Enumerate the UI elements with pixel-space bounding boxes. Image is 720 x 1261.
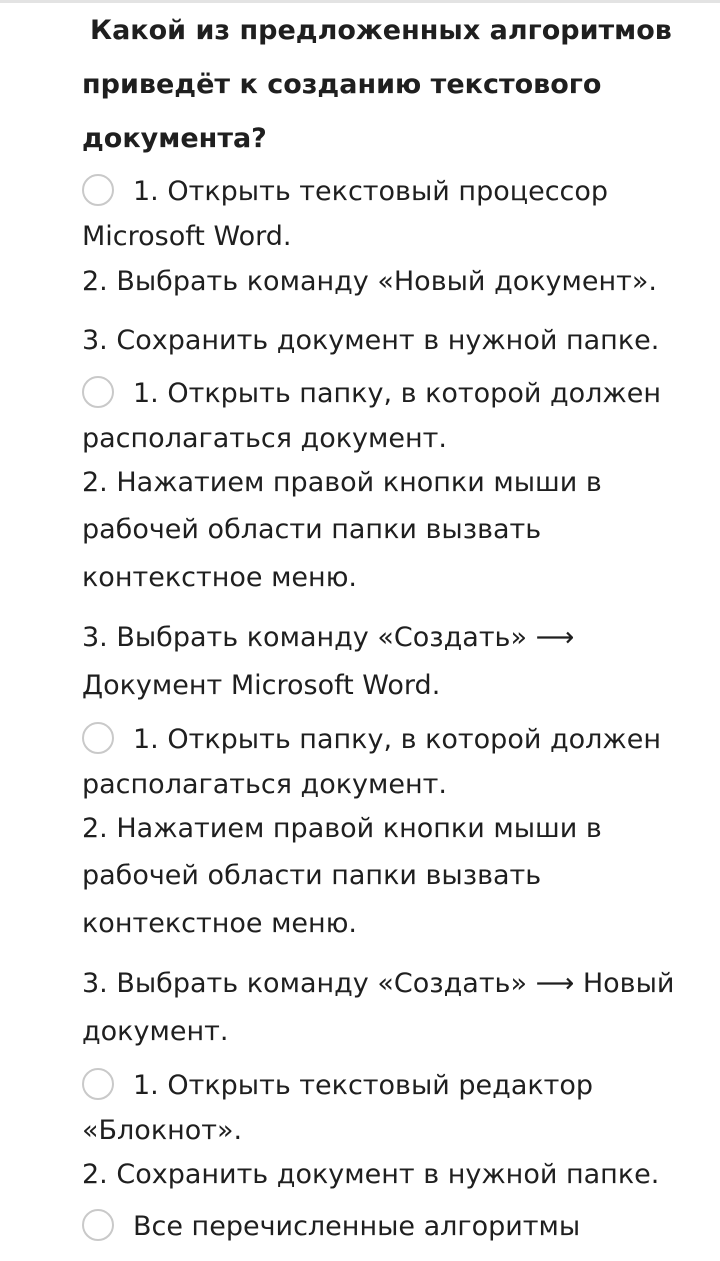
- option-1-line-4: 3. Сохранить документ в нужной папке.: [82, 325, 660, 356]
- option-1-line-3: 2. Выбрать команду «Новый документ».: [82, 266, 658, 297]
- option-3-line-2: располагаться документ.: [82, 769, 447, 800]
- option-4-line-3: 2. Сохранить документ в нужной папке.: [82, 1159, 660, 1190]
- option-2-line-2: располагаться документ.: [82, 423, 447, 454]
- radio-button-option-2[interactable]: [82, 376, 114, 408]
- question-text: [82, 4, 692, 166]
- radio-button-option-4[interactable]: [82, 1068, 114, 1100]
- option-5-line-1: Все перечисленные алгоритмы: [133, 1211, 581, 1242]
- question-line-1: Какой из предложенных алгоритмов: [90, 15, 672, 46]
- option-3-line-5: контекстное меню.: [82, 908, 358, 939]
- top-border: [0, 0, 720, 3]
- option-4-line-2: «Блокнот».: [82, 1115, 243, 1146]
- option-3-line-6: 3. Выбрать команду «Создать» ⟶ Новый: [82, 968, 675, 999]
- radio-button-option-3[interactable]: [82, 722, 114, 754]
- option-1-line-2: Microsoft Word.: [82, 221, 292, 252]
- option-1-line-1: 1. Открыть текстовый процессор: [133, 176, 609, 207]
- option-3-line-1: 1. Открыть папку, в которой должен: [133, 724, 662, 755]
- option-3-line-4: рабочей области папки вызвать: [82, 860, 542, 891]
- question-line-2: приведёт к созданию текстового: [82, 69, 602, 100]
- option-2-line-7: Документ Microsoft Word.: [82, 670, 441, 701]
- option-2-line-3: 2. Нажатием правой кнопки мыши в: [82, 467, 602, 498]
- option-2-line-6: 3. Выбрать команду «Создать» ⟶: [82, 622, 575, 653]
- option-2-line-4: рабочей области папки вызвать: [82, 514, 542, 545]
- option-3-line-3: 2. Нажатием правой кнопки мыши в: [82, 813, 602, 844]
- option-2-line-5: контекстное меню.: [82, 562, 358, 593]
- radio-button-option-1[interactable]: [82, 174, 114, 206]
- radio-button-option-5[interactable]: [82, 1209, 114, 1241]
- option-3-line-7: документ.: [82, 1016, 229, 1047]
- question-line-3: документа?: [82, 123, 267, 154]
- option-2-line-1: 1. Открыть папку, в которой должен: [133, 378, 662, 409]
- option-4-line-1: 1. Открыть текстовый редактор: [133, 1070, 594, 1101]
